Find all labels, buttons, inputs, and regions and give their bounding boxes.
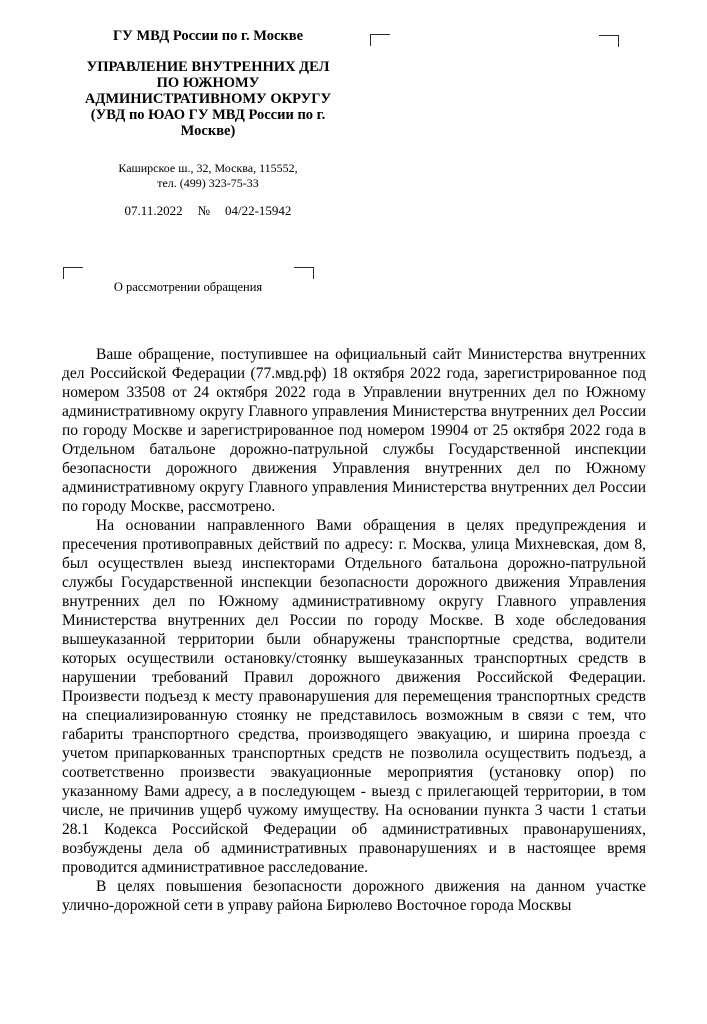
organization-name xyxy=(60,59,356,139)
organization-name-line: УПРАВЛЕНИЕ ВНУТРЕННИХ ДЕЛ xyxy=(86,59,330,75)
organization-name-line: Москве) xyxy=(180,123,236,139)
document-date: 07.11.2022 xyxy=(124,203,183,218)
phone-line: тел. (499) 323-75-33 xyxy=(157,176,259,190)
address-line: Каширское ш., 32, Москва, 115552, xyxy=(118,161,298,175)
letter-body xyxy=(62,345,646,915)
corner-mark-mid-left xyxy=(63,267,83,279)
address-block xyxy=(60,161,356,191)
corner-mark-top-left xyxy=(370,34,390,46)
letterhead xyxy=(60,28,356,219)
organization-name-line: (УВД по ЮАО ГУ МВД России по г. xyxy=(90,107,326,123)
organization-name-line: ПО ЮЖНОМУ xyxy=(156,75,260,91)
document-number: 04/22-15942 xyxy=(224,203,292,218)
body-paragraph: На основании направленного Вами обращения в целях предупреждения и пресечения противоправных действий по адресу: г. Москва, улица Михневская, дом 8, был осуществлен выезд инспекторами Отдельного батальона дорожно-патрульной службы Государственной инспекции безопасности дорожного движения Управления внутренних дел по Южному административному округу Главного управления Министерства внутренних дел России по городу Москве. В ходе обследования вышеуказанной территории были обнаружены транспортные средства, водители которых осуществили остановку/стоянку вышеуказанных транспортных средств в нарушении требований Правил дорожного движения Российской Федерации. Произвести подъезд к месту правонарушения для перемещения транспортных средств на специализированную стоянку не представилось возможным в связи с тем, что габариты транспортного средства, производящего эвакуацию, и ширина проезда с учетом припаркованных транспортных средств не позволила осуществить подъезд, а соответственно произвести эвакуационные мероприятия (установку опор) по указанному Вами адресу, а в последующем - выезд с прилегающей территории, в том числе, не причинив ущерб чужому имуществу. На основании пункта 3 части 1 статьи 28.1 Кодекса Российской Федерации об административных правонарушениях, возбуждены дела об административных правонарушениях и в настоящее время проводится административное расследование. xyxy=(62,517,646,876)
body-paragraph: Ваше обращение, поступившее на официальный сайт Министерства внутренних дел Российской Федерации (77.мвд.рф) 18 октября 2022 года, зарегистрированное под номером 33508 от 24 октября 2022 года в Управлении внутренних дел по Южному административному округу Главного управления Министерства внутренних дел России по городу Москве и зарегистрированное под номером 19904 от 25 октября 2022 года в Отдельном батальоне дорожно-патрульной службы Государственной инспекции безопасности дорожного движения Управления внутренних дел по Южному административному округу Главного управления Министерства внутренних дел России по городу Москве, рассмотрено. xyxy=(62,346,646,515)
body-paragraph: В целях повышения безопасности дорожного движения на данном участке улично-дорожной сети в управу района Бирюлево Восточное города Москвы xyxy=(62,878,646,914)
subject-line: О рассмотрении обращения xyxy=(113,280,263,294)
corner-mark-top-right xyxy=(599,35,619,47)
organization-name-line: АДМИНИСТРАТИВНОМУ ОКРУГУ xyxy=(84,91,332,107)
reference-line xyxy=(60,203,356,219)
corner-mark-mid-right xyxy=(294,267,314,279)
parent-organization-name: ГУ МВД России по г. Москве xyxy=(112,28,304,44)
numero-sign: № xyxy=(197,203,210,218)
